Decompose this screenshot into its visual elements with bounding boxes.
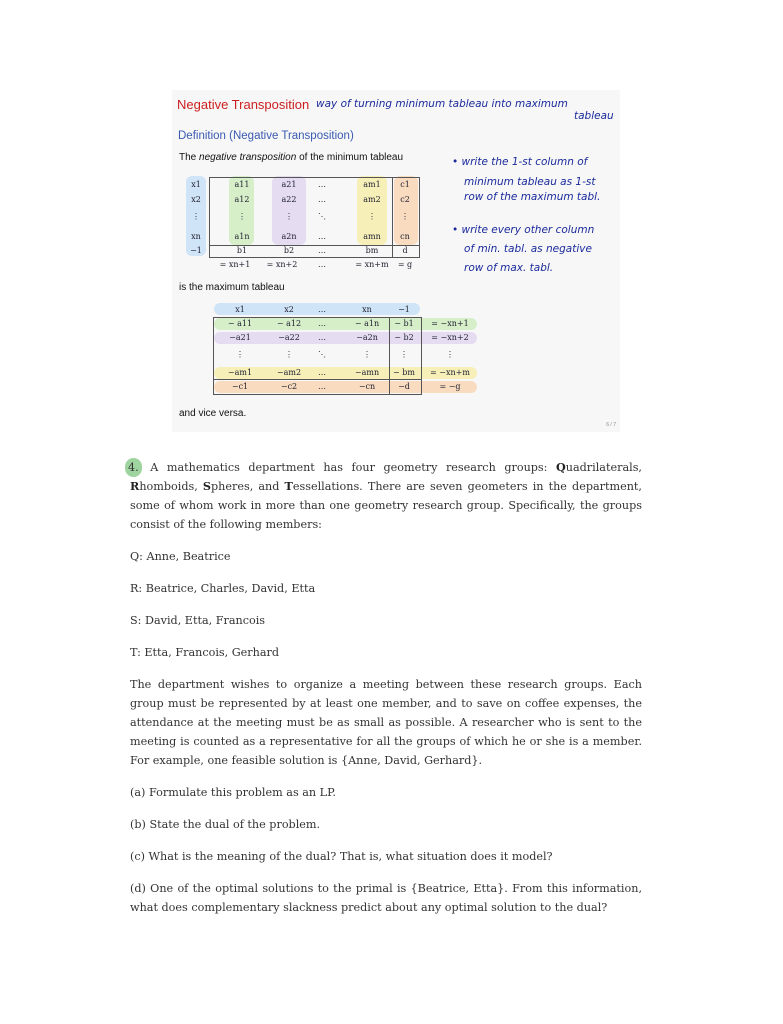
vice-versa-text: and vice versa. [179, 408, 247, 419]
min-cell: … [318, 232, 326, 241]
min-cell: a11 [234, 180, 250, 189]
max-header-cell: x1 [235, 305, 245, 314]
max-header-cell: … [318, 305, 326, 314]
min-left-label: xn [191, 232, 201, 241]
is-max-text: is the maximum tableau [179, 282, 285, 293]
min-cell: cn [400, 232, 410, 241]
min-bottom-cell: … [318, 260, 326, 269]
min-cell: … [318, 195, 326, 204]
group-s-members: S: David, Etta, Francois [130, 614, 266, 627]
max-tableau-vsep [389, 317, 390, 394]
max-header-cell: x2 [284, 305, 294, 314]
min-left-label: ⋮ [192, 212, 200, 221]
min-cell: … [318, 180, 326, 189]
min-cell: a22 [281, 195, 297, 204]
max-cell: −amn [354, 368, 380, 377]
max-cell: ⋮ [236, 350, 244, 359]
min-cell: ⋮ [368, 212, 376, 221]
problem-4 [130, 458, 642, 930]
min-cell: a2n [281, 232, 297, 241]
max-cell: −d [398, 382, 410, 391]
min-cell: ⋮ [238, 212, 246, 221]
max-cell: − a1n [354, 319, 380, 328]
max-highlight-header [214, 303, 420, 315]
min-cell: … [318, 246, 326, 255]
min-cell: ⋮ [401, 212, 409, 221]
max-cell: ⋱ [318, 350, 326, 359]
max-cell: − a11 [227, 319, 253, 328]
max-cell: −a2n [356, 333, 378, 342]
min-left-label: x2 [191, 195, 201, 204]
min-cell: a12 [234, 195, 250, 204]
max-cell: −cn [358, 382, 376, 391]
max-cell: − a12 [276, 319, 302, 328]
note2-line1: • write every other column [452, 224, 595, 236]
max-right-label: ⋮ [446, 350, 454, 359]
note2-line2: of min. tabl. as negative [464, 243, 592, 255]
max-cell: ⋮ [285, 350, 293, 359]
min-cell: ⋱ [318, 212, 326, 221]
max-right-label: = −xn+1 [431, 319, 469, 328]
note1-line1: • write the 1-st column of [452, 156, 588, 168]
slide-page-number: 6 / 7 [606, 422, 616, 428]
max-right-label: = −xn+2 [431, 333, 469, 342]
min-cell: b1 [236, 246, 248, 255]
max-right-label: = −g [439, 382, 461, 391]
min-cell: b2 [283, 246, 295, 255]
min-cell: bm [365, 246, 379, 255]
max-cell: … [318, 382, 326, 391]
min-bottom-cell: = g [397, 260, 413, 269]
problem-intro: 4. A mathematics department has four geometry research groups: Quadrilaterals, Rhomboids, Spheres, and Tessellations. There are seven geometers in the department, some of whom work in more than one geometry research group. Specifically, the groups consist of the following members: [130, 458, 642, 534]
min-cell: ⋮ [285, 212, 293, 221]
min-cell: d [402, 246, 408, 255]
slide-title: Negative Transposition [177, 97, 310, 112]
max-cell: − b1 [394, 319, 414, 328]
definition-heading: Definition (Negative Transposition) [178, 130, 354, 142]
max-cell: −am2 [276, 368, 302, 377]
note2-line3: row of max. tabl. [464, 262, 554, 274]
group-t-members: T: Etta, Francois, Gerhard [130, 646, 280, 659]
lecture-slide [172, 90, 620, 432]
handwritten-title-line2: tableau [574, 110, 614, 122]
part-c: (c) What is the meaning of the dual? That is, what situation does it model? [130, 850, 553, 863]
problem-number: 4. [125, 458, 142, 477]
problem-paragraph2: The department wishes to organize a meeting between these research groups. Each group must be represented by at least one member, and to save on coffee expenses, the attendance at the meeting must be as small as possible. A researcher who is sent to the meeting is counted as a representative for all the groups of which he or she is a member. For example, one feasible solution is {Anne, David, Gerhard}. [130, 678, 642, 767]
max-cell: −a22 [278, 333, 300, 342]
max-cell: −c1 [231, 382, 249, 391]
min-bottom-cell: = xn+1 [219, 260, 251, 269]
max-cell: … [318, 368, 326, 377]
max-tableau-hsep [213, 379, 421, 380]
min-bottom-cell: = xn+m [355, 260, 389, 269]
min-cell: am2 [363, 195, 381, 204]
max-cell: − b2 [394, 333, 414, 342]
part-a: (a) Formulate this problem as an LP. [130, 786, 336, 799]
min-cell: c1 [400, 180, 410, 189]
min-cell: amn [363, 232, 381, 241]
definition-intro: The negative transposition of the minimum tableau [179, 152, 404, 163]
max-header-cell: −1 [398, 305, 410, 314]
max-cell: −c2 [280, 382, 298, 391]
note1-line3: row of the maximum tabl. [464, 191, 601, 203]
max-cell: ⋮ [400, 350, 408, 359]
handwritten-title-line1: way of turning minimum tableau into maximum [316, 98, 568, 110]
group-q-members: Q: Anne, Beatrice [130, 550, 231, 563]
part-d: (d) One of the optimal solutions to the primal is {Beatrice, Etta}. From this information, what does complementary slackness predict about any optimal solution to the dual? [130, 882, 642, 914]
max-cell: −a21 [229, 333, 251, 342]
group-r-members: R: Beatrice, Charles, David, Etta [130, 582, 316, 595]
max-cell: … [318, 319, 326, 328]
part-b: (b) State the dual of the problem. [130, 818, 321, 831]
min-cell: a21 [281, 180, 297, 189]
max-cell: − bm [393, 368, 415, 377]
min-left-label: −1 [190, 246, 202, 255]
note1-line2: minimum tableau as 1-st [464, 176, 596, 188]
min-cell: am1 [363, 180, 381, 189]
min-left-label: x1 [191, 180, 201, 189]
max-cell: −am1 [227, 368, 253, 377]
min-bottom-cell: = xn+2 [266, 260, 298, 269]
max-cell: ⋮ [363, 350, 371, 359]
min-cell: a1n [234, 232, 250, 241]
max-right-label: = −xn+m [430, 368, 470, 377]
min-cell: c2 [400, 195, 410, 204]
max-cell: … [318, 333, 326, 342]
max-header-cell: xn [362, 305, 372, 314]
